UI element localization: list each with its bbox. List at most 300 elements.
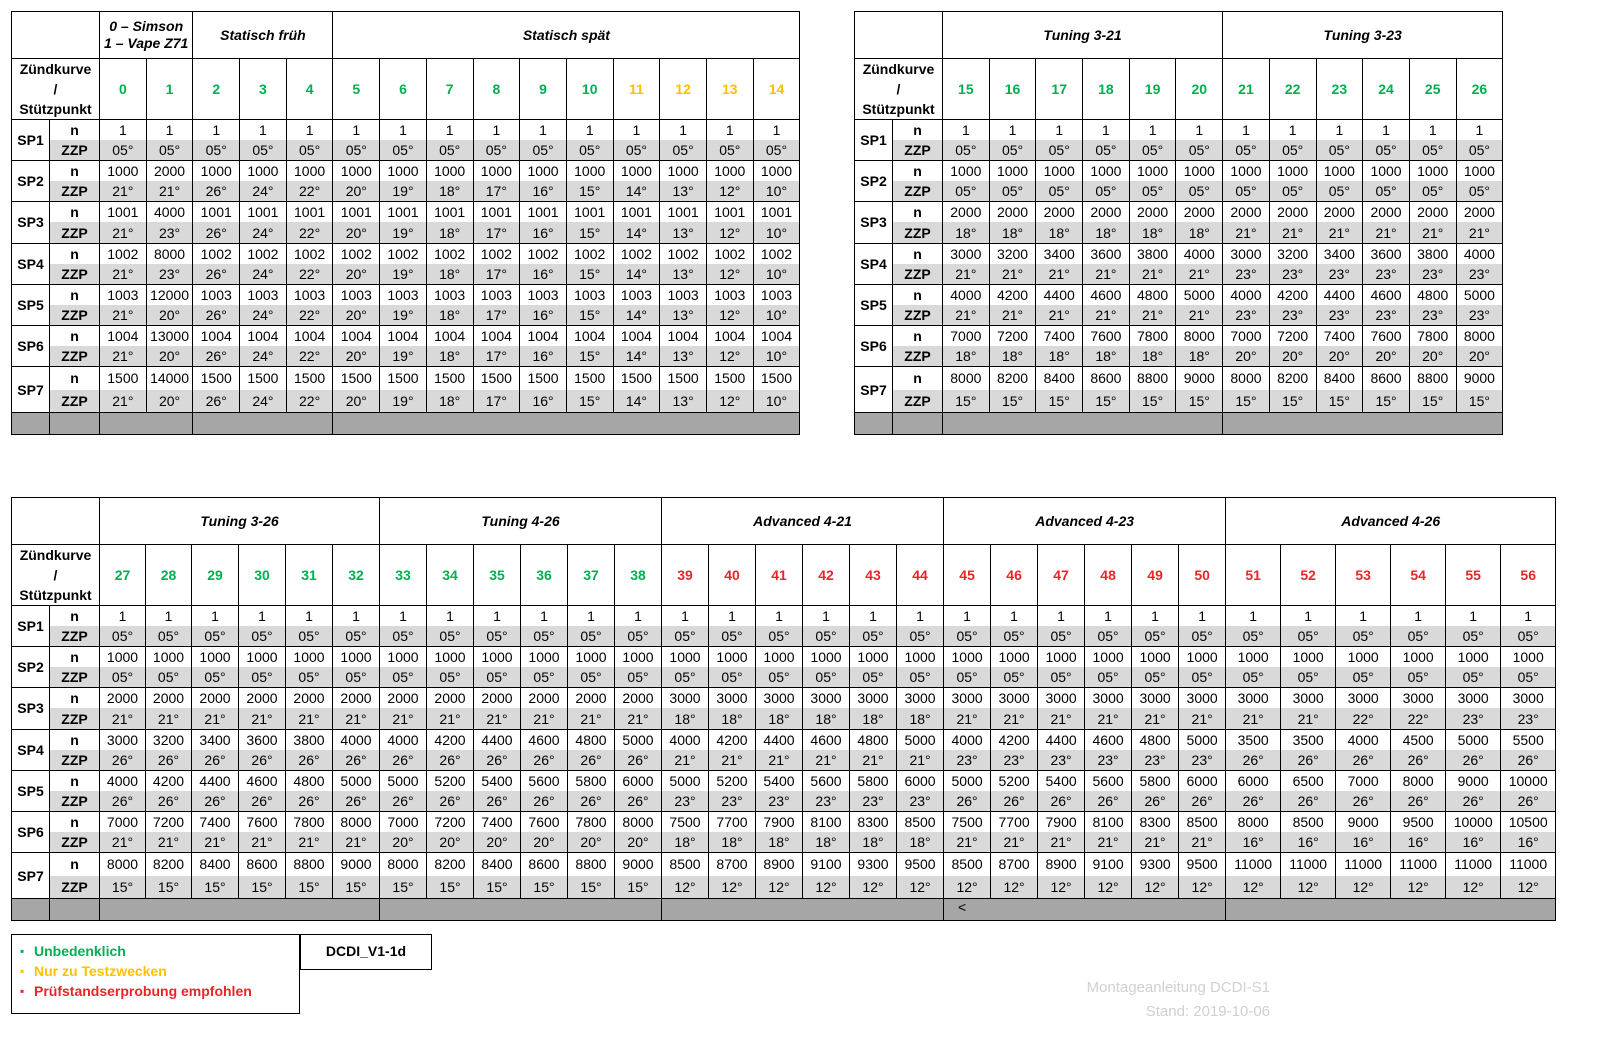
rpm-cell: 2000 xyxy=(146,161,193,182)
ignition-angle-cell: 18° xyxy=(803,708,850,729)
header-label-line: / xyxy=(896,81,901,97)
rpm-cell: 4800 xyxy=(850,729,897,750)
rpm-cell: 3400 xyxy=(1316,243,1363,264)
rpm-cell: 1000 xyxy=(1223,161,1270,182)
row-label-zzp: ZZP xyxy=(50,708,100,729)
ignition-angle-cell: 05° xyxy=(380,626,427,647)
rpm-cell: 8300 xyxy=(850,811,897,832)
table-curves-27-56 xyxy=(11,497,1556,921)
rpm-cell: 1000 xyxy=(1176,161,1223,182)
rpm-cell: 1000 xyxy=(100,161,147,182)
rpm-cell: 4200 xyxy=(146,770,192,791)
rpm-cell: 7800 xyxy=(286,811,333,832)
ignition-angle-cell: 23° xyxy=(1179,750,1226,771)
footer-cell xyxy=(662,899,944,921)
ignition-angle-cell: 20° xyxy=(1363,346,1410,367)
rpm-cell: 3000 xyxy=(1179,688,1226,709)
rpm-cell: 1000 xyxy=(706,161,753,182)
group-title: Statisch früh xyxy=(193,12,333,59)
ignition-angle-cell: 10° xyxy=(753,264,800,285)
rpm-cell: 1001 xyxy=(426,202,473,223)
ignition-angle-cell: 23° xyxy=(1446,708,1501,729)
curve-number: 22 xyxy=(1269,59,1316,120)
ignition-angle-cell: 05° xyxy=(1038,667,1085,688)
footer-cell xyxy=(944,899,1226,921)
rpm-cell: 1000 xyxy=(1085,647,1132,668)
rpm-cell: 1 xyxy=(146,120,193,141)
ignition-angle-cell: 21° xyxy=(239,708,286,729)
ignition-angle-cell: 20° xyxy=(146,390,193,413)
curve-sp-header xyxy=(12,59,100,120)
rpm-cell: 3000 xyxy=(1085,688,1132,709)
ignition-angle-cell: 18° xyxy=(850,832,897,853)
ignition-angle-cell: 18° xyxy=(756,832,803,853)
sp-row-zzp xyxy=(855,222,1503,243)
ignition-angle-cell: 15° xyxy=(333,876,380,899)
footer-cell xyxy=(12,899,50,921)
ignition-angle-cell: 26° xyxy=(193,346,240,367)
rpm-cell: 5000 xyxy=(897,729,944,750)
row-label-zzp: ZZP xyxy=(50,876,100,899)
rpm-cell: 9000 xyxy=(1336,811,1391,832)
curve-number: 31 xyxy=(286,545,333,606)
rpm-cell: 9000 xyxy=(333,853,380,876)
ignition-angle-cell: 16° xyxy=(1446,832,1501,853)
rpm-cell: 3500 xyxy=(1226,729,1281,750)
rpm-cell: 1500 xyxy=(240,367,287,390)
rpm-cell: 8500 xyxy=(897,811,944,832)
ignition-angle-cell: 05° xyxy=(1316,140,1363,161)
ignition-angle-cell: 05° xyxy=(1281,626,1336,647)
rpm-cell: 1003 xyxy=(520,284,567,305)
group-title: 0 – Simson 1 – Vape Z71 xyxy=(100,12,193,59)
ignition-angle-cell: 15° xyxy=(146,876,192,899)
rpm-cell: 1 xyxy=(1223,120,1270,141)
ignition-angle-cell: 05° xyxy=(756,626,803,647)
ignition-angle-cell: 26° xyxy=(1446,750,1501,771)
curve-number: 38 xyxy=(615,545,662,606)
ignition-angle-cell: 26° xyxy=(146,750,192,771)
rpm-cell: 4600 xyxy=(521,729,568,750)
rpm-cell: 1004 xyxy=(333,325,380,346)
footer-cell xyxy=(380,899,662,921)
row-label-zzp: ZZP xyxy=(893,264,943,285)
rpm-cell: 8000 xyxy=(1456,325,1503,346)
rpm-cell: 5000 xyxy=(615,729,662,750)
rpm-cell: 5000 xyxy=(662,770,709,791)
rpm-cell: 1 xyxy=(991,606,1038,627)
header-label-line: / xyxy=(53,81,58,97)
row-label-zzp: ZZP xyxy=(893,390,943,413)
curve-number: 36 xyxy=(521,545,568,606)
rpm-cell: 3200 xyxy=(1269,243,1316,264)
ignition-angle-cell: 18° xyxy=(662,708,709,729)
curve-number: 19 xyxy=(1129,59,1176,120)
ignition-angle-cell: 12° xyxy=(944,876,991,899)
rpm-cell: 5000 xyxy=(1456,284,1503,305)
rpm-cell: 2000 xyxy=(1223,202,1270,223)
sp-row-rpm xyxy=(12,325,800,346)
footer-cell xyxy=(193,413,333,435)
group-title: Tuning 3-23 xyxy=(1223,12,1503,59)
ignition-angle-cell: 12° xyxy=(1281,876,1336,899)
footer-cell xyxy=(1226,899,1556,921)
rpm-cell: 1000 xyxy=(1179,647,1226,668)
rpm-cell: 4000 xyxy=(146,202,193,223)
rpm-cell: 1002 xyxy=(193,243,240,264)
ignition-angle-cell: 26° xyxy=(615,791,662,812)
sp-row-zzp xyxy=(12,346,800,367)
ignition-angle-cell: 15° xyxy=(192,876,239,899)
rpm-cell: 1 xyxy=(1085,606,1132,627)
row-label-n: n xyxy=(893,161,943,182)
rpm-cell: 8100 xyxy=(803,811,850,832)
rpm-cell: 1004 xyxy=(380,325,427,346)
rpm-cell: 8500 xyxy=(1281,811,1336,832)
ignition-angle-cell: 21° xyxy=(380,708,427,729)
ignition-angle-cell: 21° xyxy=(1456,222,1503,243)
support-point-label: SP1 xyxy=(12,120,50,161)
sp-row-zzp xyxy=(855,181,1503,202)
footer-bar xyxy=(855,413,1503,435)
rpm-cell: 1002 xyxy=(613,243,660,264)
ignition-angle-cell: 05° xyxy=(1085,667,1132,688)
curve-number: 37 xyxy=(568,545,615,606)
rpm-cell: 8000 xyxy=(380,853,427,876)
ignition-angle-cell: 26° xyxy=(380,750,427,771)
rpm-cell: 4200 xyxy=(1269,284,1316,305)
ignition-angle-cell: 20° xyxy=(333,390,380,413)
rpm-cell: 1003 xyxy=(380,284,427,305)
curve-number: 16 xyxy=(989,59,1036,120)
curve-number: 13 xyxy=(706,59,753,120)
ignition-angle-cell: 21° xyxy=(1083,264,1130,285)
rpm-cell: 1 xyxy=(333,606,380,627)
rpm-cell: 1500 xyxy=(706,367,753,390)
ignition-angle-cell: 12° xyxy=(662,876,709,899)
ignition-angle-cell: 05° xyxy=(239,626,286,647)
ignition-angle-cell: 18° xyxy=(426,305,473,326)
ignition-angle-cell: 16° xyxy=(520,305,567,326)
sp-row-rpm xyxy=(12,647,1556,668)
rpm-cell: 9500 xyxy=(1391,811,1446,832)
ignition-angle-cell: 12° xyxy=(706,222,753,243)
rpm-cell: 1 xyxy=(286,120,333,141)
corner-cell xyxy=(855,12,943,59)
rpm-cell: 1000 xyxy=(286,647,333,668)
rpm-cell: 7900 xyxy=(1038,811,1085,832)
ignition-angle-cell: 26° xyxy=(193,390,240,413)
rpm-cell: 1 xyxy=(753,120,800,141)
rpm-cell: 1 xyxy=(1363,120,1410,141)
ignition-angle-cell: 17° xyxy=(473,390,520,413)
rpm-cell: 1 xyxy=(193,120,240,141)
rpm-cell: 8000 xyxy=(1223,367,1270,390)
curve-number: 2 xyxy=(193,59,240,120)
ignition-angle-cell: 22° xyxy=(286,181,333,202)
rpm-cell: 2000 xyxy=(1316,202,1363,223)
rpm-cell: 1001 xyxy=(380,202,427,223)
rpm-cell: 5800 xyxy=(568,770,615,791)
rpm-cell: 1004 xyxy=(613,325,660,346)
ignition-angle-cell: 05° xyxy=(756,667,803,688)
ignition-angle-cell: 05° xyxy=(706,140,753,161)
sp-row-zzp xyxy=(12,390,800,413)
rpm-cell: 4200 xyxy=(989,284,1036,305)
ignition-angle-cell: 12° xyxy=(706,181,753,202)
ignition-angle-cell: 21° xyxy=(333,708,380,729)
ignition-angle-cell: 05° xyxy=(286,667,333,688)
rpm-cell: 1500 xyxy=(286,367,333,390)
rpm-cell: 3000 xyxy=(1223,243,1270,264)
ignition-angle-cell: 16° xyxy=(520,222,567,243)
rpm-cell: 1001 xyxy=(706,202,753,223)
row-label-zzp: ZZP xyxy=(50,346,100,367)
ignition-angle-cell: 20° xyxy=(474,832,521,853)
rpm-cell: 1 xyxy=(1269,120,1316,141)
ignition-angle-cell: 05° xyxy=(333,626,380,647)
rpm-cell: 5200 xyxy=(709,770,756,791)
header-label-line: Stützpunkt xyxy=(862,101,935,117)
ignition-angle-cell: 18° xyxy=(989,222,1036,243)
rpm-cell: 2000 xyxy=(1083,202,1130,223)
ignition-angle-cell: 21° xyxy=(192,708,239,729)
support-point-label: SP3 xyxy=(12,202,50,243)
rpm-cell: 2000 xyxy=(239,688,286,709)
rpm-cell: 3600 xyxy=(239,729,286,750)
rpm-cell: 3500 xyxy=(1281,729,1336,750)
ignition-angle-cell: 23° xyxy=(1316,305,1363,326)
ignition-angle-cell: 24° xyxy=(240,181,287,202)
rpm-cell: 1000 xyxy=(1038,647,1085,668)
support-point-label: SP7 xyxy=(12,367,50,413)
ignition-angle-cell: 21° xyxy=(943,264,990,285)
rpm-cell: 6000 xyxy=(615,770,662,791)
sp-row-zzp xyxy=(12,876,1556,899)
rpm-cell: 8600 xyxy=(1083,367,1130,390)
row-label-n: n xyxy=(50,688,100,709)
ignition-angle-cell: 15° xyxy=(566,346,613,367)
ignition-angle-cell: 21° xyxy=(1085,832,1132,853)
curve-number: 14 xyxy=(753,59,800,120)
ignition-angle-cell: 18° xyxy=(897,832,944,853)
ignition-angle-cell: 18° xyxy=(426,222,473,243)
curve-number: 33 xyxy=(380,545,427,606)
rpm-cell: 1001 xyxy=(473,202,520,223)
ignition-angle-cell: 23° xyxy=(662,791,709,812)
ignition-angle-cell: 21° xyxy=(100,222,147,243)
ignition-angle-cell: 05° xyxy=(850,626,897,647)
rpm-cell: 1000 xyxy=(380,647,427,668)
ignition-angle-cell: 05° xyxy=(1083,140,1130,161)
rpm-cell: 1500 xyxy=(193,367,240,390)
rpm-cell: 5600 xyxy=(1085,770,1132,791)
rpm-cell: 7000 xyxy=(1336,770,1391,791)
support-point-label: SP3 xyxy=(855,202,893,243)
rpm-cell: 1003 xyxy=(566,284,613,305)
rpm-cell: 1 xyxy=(380,606,427,627)
rpm-cell: 1000 xyxy=(1132,647,1179,668)
ignition-angle-cell: 05° xyxy=(1456,140,1503,161)
rpm-cell: 8600 xyxy=(239,853,286,876)
ignition-angle-cell: 26° xyxy=(944,791,991,812)
rpm-cell: 2000 xyxy=(1456,202,1503,223)
sp-row-zzp xyxy=(855,305,1503,326)
curve-number: 48 xyxy=(1085,545,1132,606)
row-label-n: n xyxy=(893,243,943,264)
ignition-angle-cell: 12° xyxy=(1085,876,1132,899)
rpm-cell: 11000 xyxy=(1391,853,1446,876)
row-label-zzp: ZZP xyxy=(50,181,100,202)
row-label-n: n xyxy=(893,284,943,305)
ignition-angle-cell: 21° xyxy=(100,708,146,729)
ignition-angle-cell: 21° xyxy=(100,181,147,202)
rpm-cell: 2000 xyxy=(1363,202,1410,223)
rpm-cell: 1 xyxy=(286,606,333,627)
rpm-cell: 3000 xyxy=(1132,688,1179,709)
ignition-angle-cell: 18° xyxy=(943,222,990,243)
ignition-angle-cell: 16° xyxy=(520,181,567,202)
ignition-angle-cell: 05° xyxy=(427,667,474,688)
ignition-angle-cell: 14° xyxy=(613,390,660,413)
row-label-zzp: ZZP xyxy=(50,140,100,161)
rpm-cell: 1002 xyxy=(426,243,473,264)
rpm-cell: 1001 xyxy=(100,202,147,223)
rpm-cell: 1002 xyxy=(240,243,287,264)
ignition-angle-cell: 05° xyxy=(991,626,1038,647)
version-label: DCDI_V1-1d xyxy=(300,934,432,970)
rpm-cell: 1 xyxy=(613,120,660,141)
ignition-angle-cell: 15° xyxy=(989,390,1036,413)
row-label-zzp: ZZP xyxy=(893,222,943,243)
ignition-angle-cell: 18° xyxy=(850,708,897,729)
rpm-cell: 13000 xyxy=(146,325,193,346)
curve-number: 17 xyxy=(1036,59,1083,120)
sp-row-zzp xyxy=(12,667,1556,688)
rpm-cell: 1000 xyxy=(1281,647,1336,668)
ignition-angle-cell: 05° xyxy=(427,626,474,647)
ignition-angle-cell: 15° xyxy=(521,876,568,899)
ignition-angle-cell: 21° xyxy=(100,305,147,326)
group-title: Advanced 4-26 xyxy=(1226,498,1556,545)
ignition-angle-cell: 20° xyxy=(380,832,427,853)
ignition-angle-cell: 05° xyxy=(239,667,286,688)
ignition-angle-cell: 26° xyxy=(991,791,1038,812)
rpm-cell: 1000 xyxy=(1363,161,1410,182)
rpm-cell: 7200 xyxy=(1269,325,1316,346)
rpm-cell: 1 xyxy=(1083,120,1130,141)
ignition-angle-cell: 05° xyxy=(240,140,287,161)
rpm-cell: 2000 xyxy=(1409,202,1456,223)
support-point-label: SP4 xyxy=(12,729,50,770)
rpm-cell: 7400 xyxy=(1316,325,1363,346)
ignition-angle-cell: 21° xyxy=(100,832,146,853)
ignition-angle-cell: 21° xyxy=(944,832,991,853)
sp-row-rpm xyxy=(12,120,800,141)
curve-number: 39 xyxy=(662,545,709,606)
row-label-n: n xyxy=(893,202,943,223)
rpm-cell: 1 xyxy=(100,120,147,141)
ignition-angle-cell: 05° xyxy=(1409,181,1456,202)
curve-number: 5 xyxy=(333,59,380,120)
rpm-cell: 3000 xyxy=(850,688,897,709)
sp-row-rpm xyxy=(855,243,1503,264)
ignition-angle-cell: 18° xyxy=(426,346,473,367)
ignition-angle-cell: 23° xyxy=(1456,264,1503,285)
ignition-angle-cell: 12° xyxy=(706,264,753,285)
curve-number: 21 xyxy=(1223,59,1270,120)
rpm-cell: 8700 xyxy=(991,853,1038,876)
rpm-cell: 4000 xyxy=(1176,243,1223,264)
ignition-angle-cell: 21° xyxy=(1036,264,1083,285)
ignition-angle-cell: 23° xyxy=(1223,264,1270,285)
rpm-cell: 8200 xyxy=(989,367,1036,390)
support-point-label: SP5 xyxy=(12,770,50,811)
sp-row-zzp xyxy=(12,832,1556,853)
rpm-cell: 3000 xyxy=(943,243,990,264)
ignition-angle-cell: 12° xyxy=(850,876,897,899)
rpm-cell: 7600 xyxy=(521,811,568,832)
curve-number: 26 xyxy=(1456,59,1503,120)
ignition-angle-cell: 13° xyxy=(660,390,707,413)
row-label-n: n xyxy=(50,367,100,390)
rpm-cell: 11000 xyxy=(1501,853,1556,876)
support-point-label: SP3 xyxy=(12,688,50,729)
rpm-cell: 1000 xyxy=(1391,647,1446,668)
rpm-cell: 8800 xyxy=(1129,367,1176,390)
rpm-cell: 1003 xyxy=(660,284,707,305)
ignition-angle-cell: 20° xyxy=(333,222,380,243)
ignition-angle-cell: 21° xyxy=(1281,708,1336,729)
rpm-cell: 1001 xyxy=(520,202,567,223)
ignition-angle-cell: 23° xyxy=(1269,264,1316,285)
ignition-angle-cell: 05° xyxy=(1501,626,1556,647)
rpm-cell: 5400 xyxy=(1038,770,1085,791)
rpm-cell: 8000 xyxy=(1391,770,1446,791)
ignition-angle-cell: 15° xyxy=(427,876,474,899)
ignition-angle-cell: 24° xyxy=(240,305,287,326)
rpm-cell: 9100 xyxy=(803,853,850,876)
rpm-cell: 3000 xyxy=(756,688,803,709)
sp-row-rpm xyxy=(12,243,800,264)
ignition-angle-cell: 05° xyxy=(709,626,756,647)
ignition-angle-cell: 15° xyxy=(566,181,613,202)
ignition-angle-cell: 20° xyxy=(333,264,380,285)
rpm-cell: 8100 xyxy=(1085,811,1132,832)
rpm-cell: 1000 xyxy=(944,647,991,668)
ignition-angle-cell: 12° xyxy=(1038,876,1085,899)
ignition-angle-cell: 13° xyxy=(660,222,707,243)
rpm-cell: 9500 xyxy=(897,853,944,876)
sp-row-rpm xyxy=(12,811,1556,832)
ignition-angle-cell: 18° xyxy=(803,832,850,853)
rpm-cell: 11000 xyxy=(1226,853,1281,876)
rpm-cell: 1 xyxy=(520,120,567,141)
ignition-angle-cell: 21° xyxy=(1038,708,1085,729)
rpm-cell: 1000 xyxy=(1456,161,1503,182)
table-curves-0-14 xyxy=(11,11,800,435)
ignition-angle-cell: 05° xyxy=(1226,626,1281,647)
rpm-cell: 4200 xyxy=(991,729,1038,750)
rpm-cell: 1 xyxy=(1129,120,1176,141)
ignition-angle-cell: 15° xyxy=(566,222,613,243)
rpm-cell: 1001 xyxy=(193,202,240,223)
rpm-cell: 1002 xyxy=(520,243,567,264)
ignition-angle-cell: 05° xyxy=(1083,181,1130,202)
curve-number: 11 xyxy=(613,59,660,120)
support-point-label: SP1 xyxy=(855,120,893,161)
row-label-n: n xyxy=(50,202,100,223)
